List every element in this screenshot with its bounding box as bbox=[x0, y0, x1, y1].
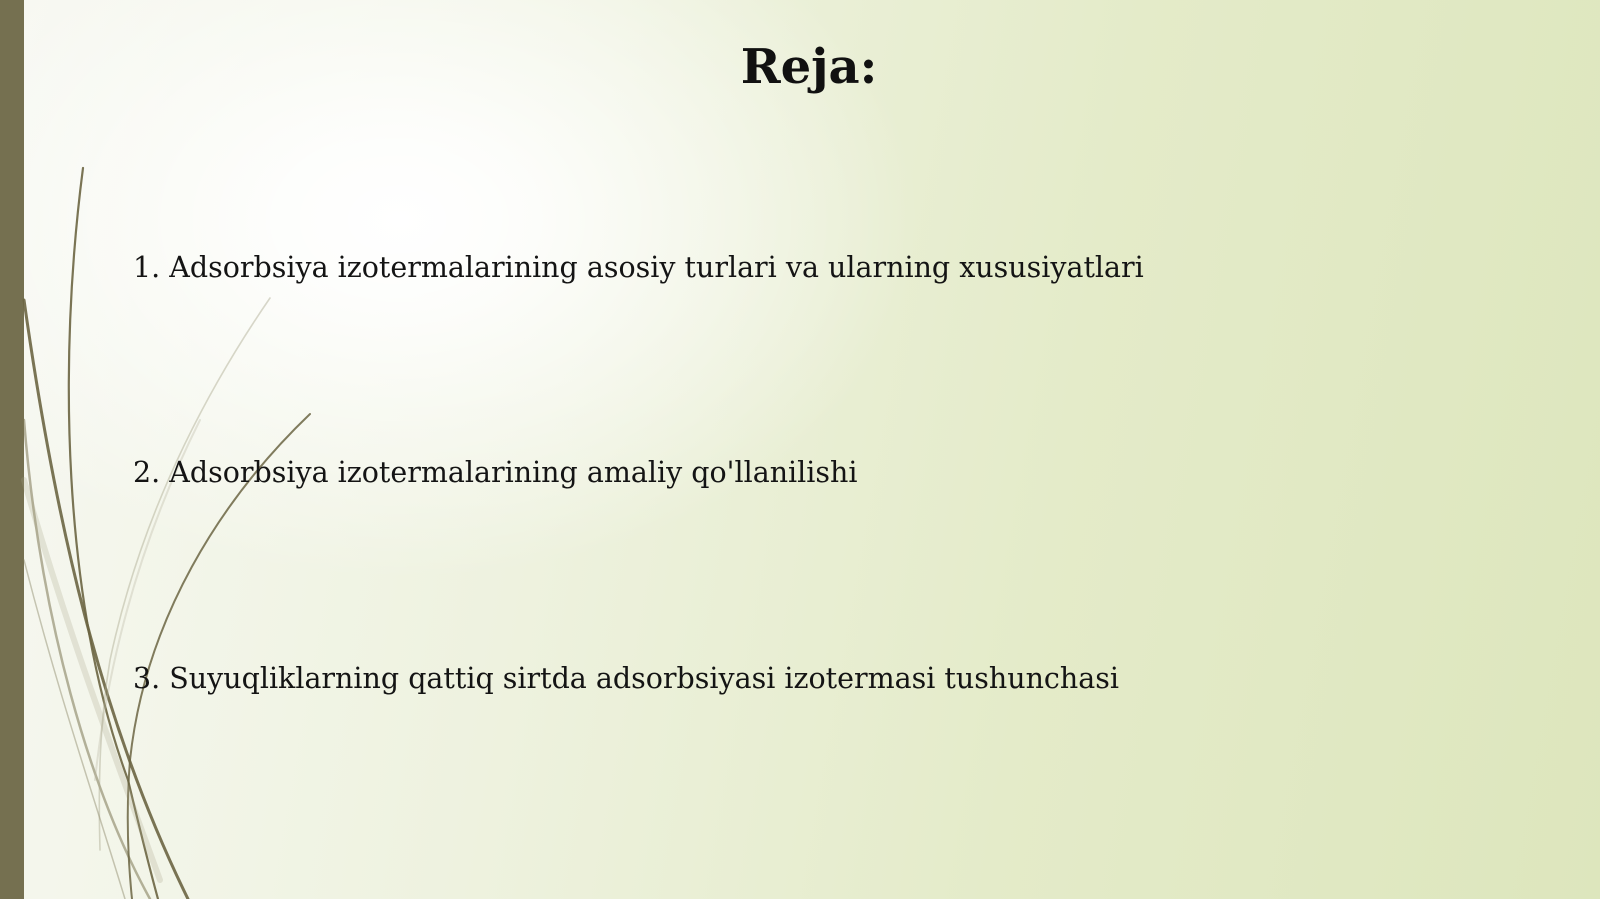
plan-item-3: 3. Suyuqliklarning qattiq sirtda adsorbsiyasi izotermasi tushunchasi bbox=[133, 662, 1119, 695]
slide-title: Reja: bbox=[740, 39, 878, 95]
plan-item-1: 1. Adsorbsiya izotermalarining asosiy turlari va ularning xususiyatlari bbox=[133, 251, 1144, 284]
grass-decoration bbox=[0, 0, 400, 899]
plan-item-2: 2. Adsorbsiya izotermalarining amaliy qo'llanilishi bbox=[133, 456, 858, 489]
